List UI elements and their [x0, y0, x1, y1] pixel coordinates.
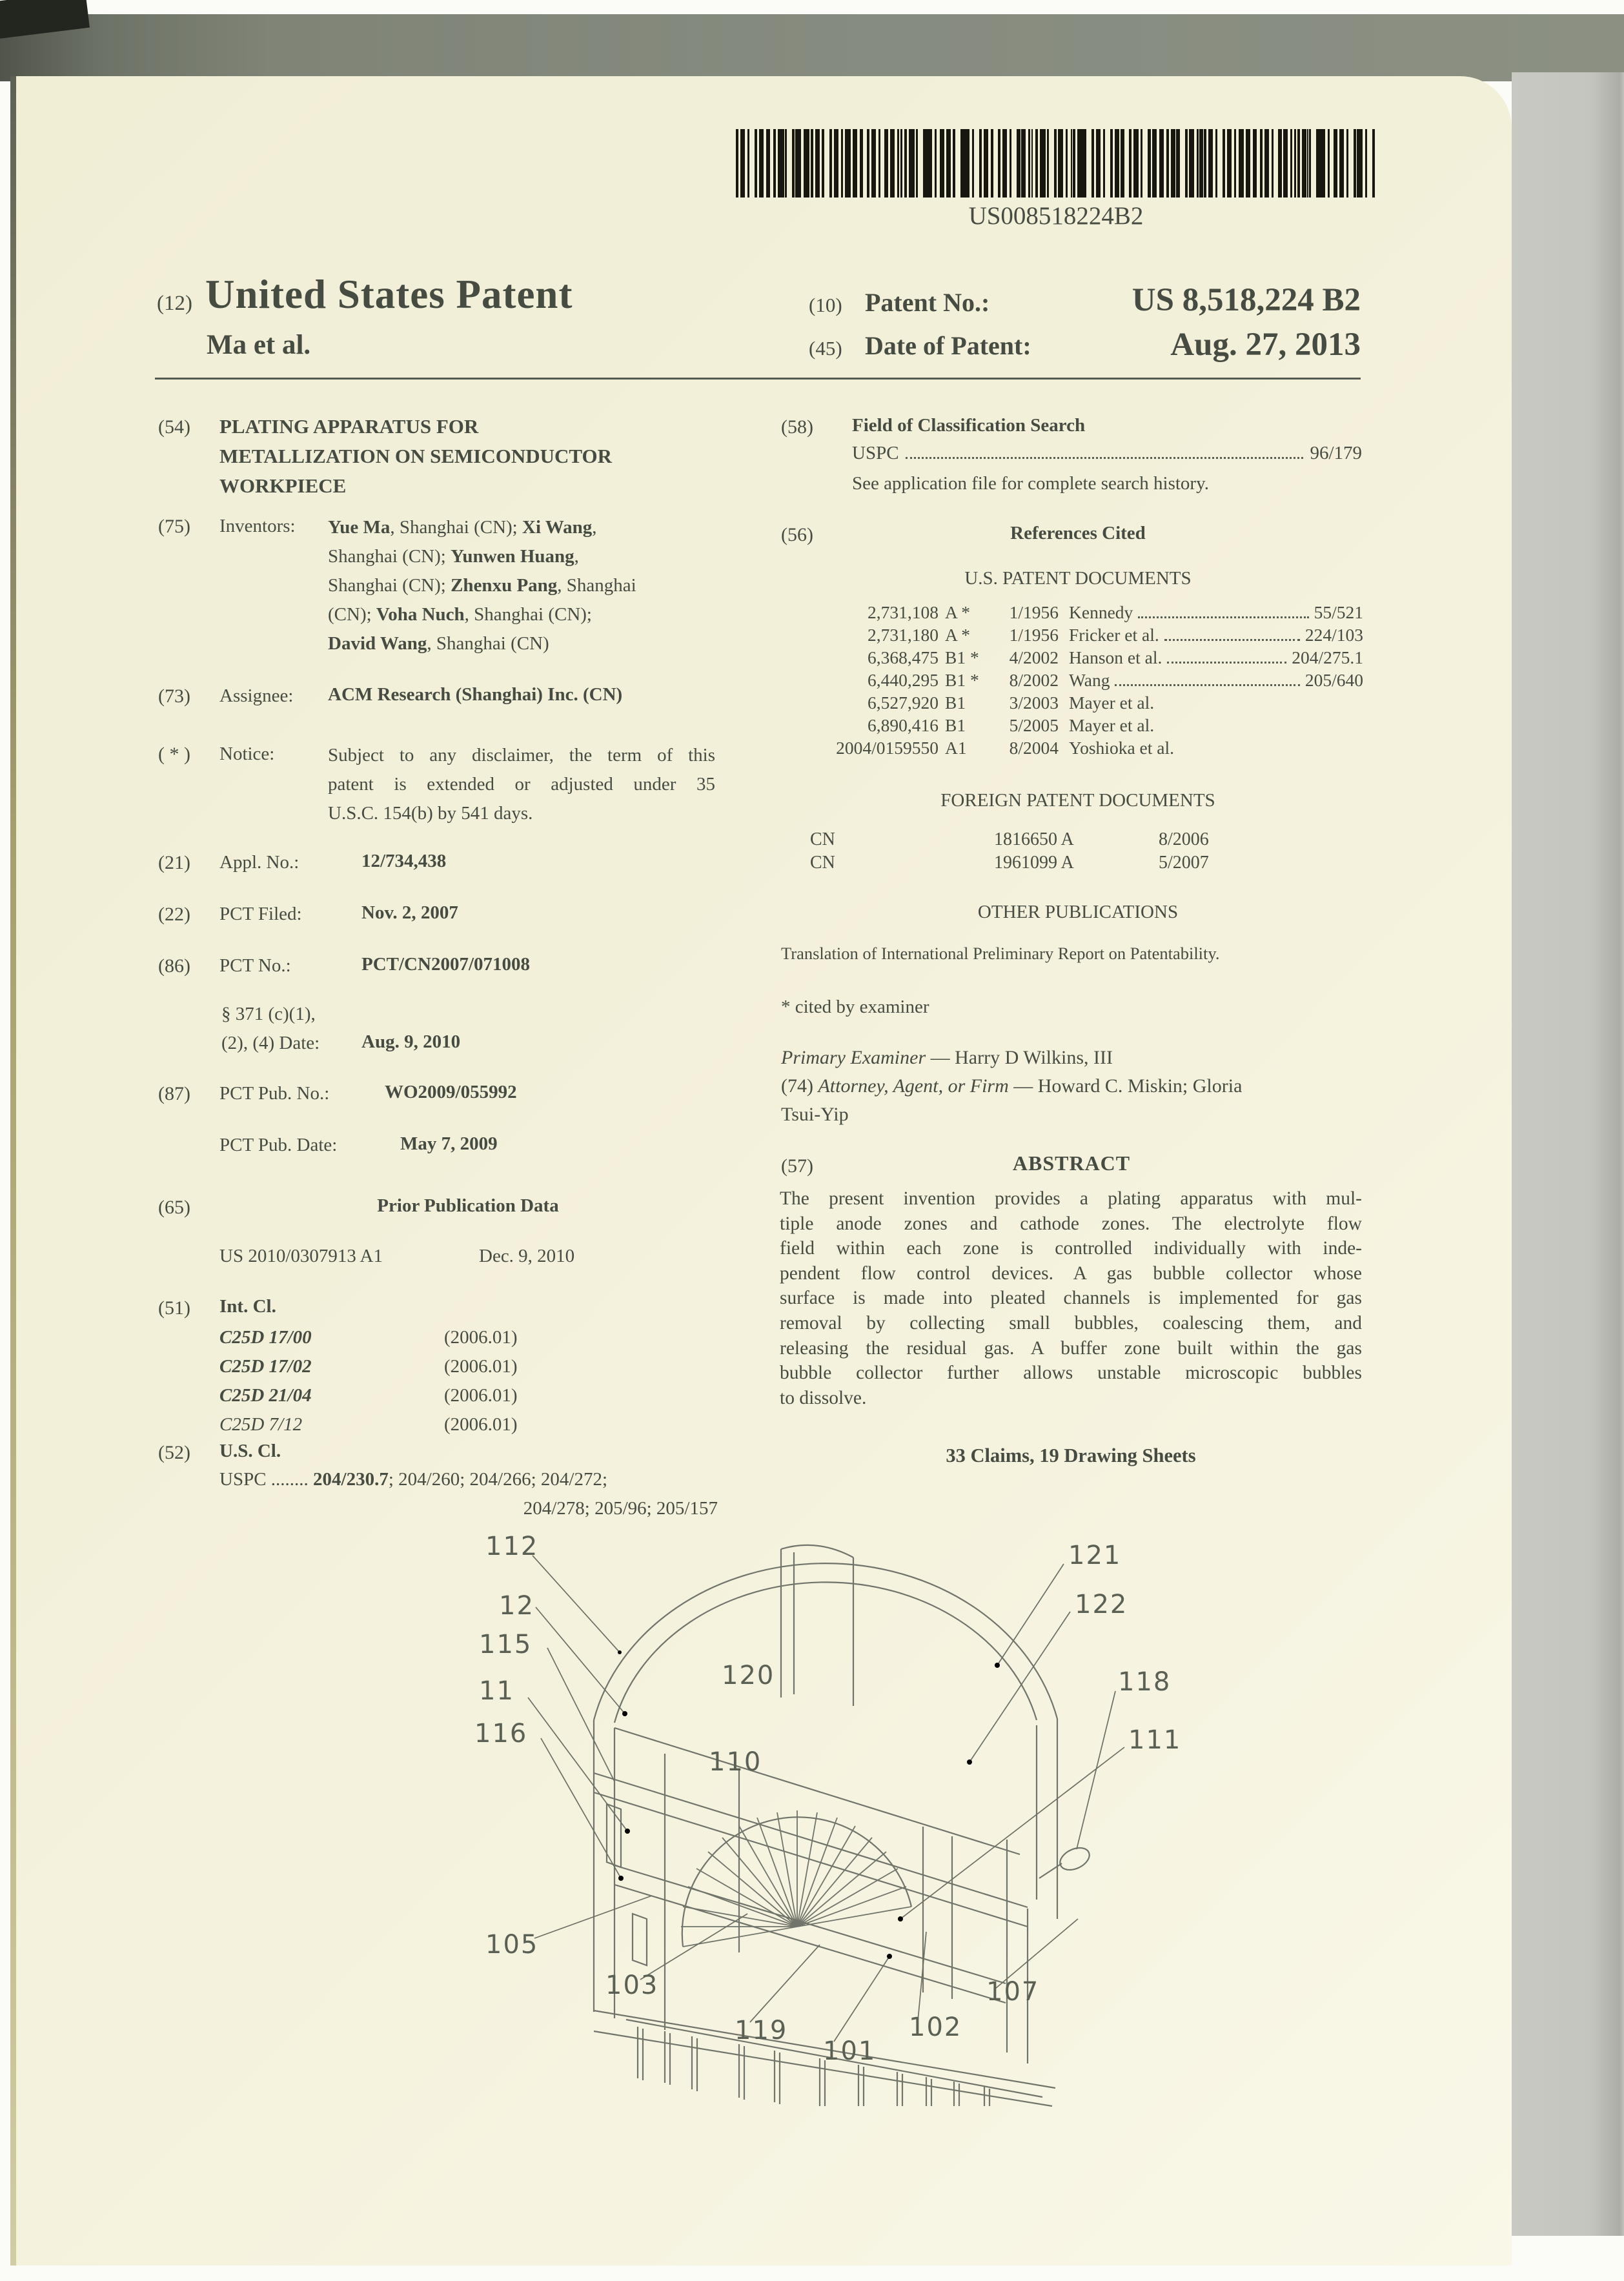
appl-no-value: 12/734,438	[361, 851, 447, 871]
fig-ref-119: 119	[735, 2016, 788, 2045]
attorney-line-2: Tsui-Yip	[781, 1104, 849, 1125]
fig-ref-103: 103	[605, 1971, 659, 2000]
inventors-label: Inventors:	[219, 516, 296, 536]
us-patent-docs-table	[821, 602, 1363, 760]
figure-line-art	[471, 1501, 1310, 2107]
us-patent-row: 2,731,180 A * 1/1956 Fricker et al. 224/103	[868, 625, 1363, 645]
pct-no-value: PCT/CN2007/071008	[361, 954, 530, 975]
field-65-number: (65)	[158, 1197, 190, 1218]
us-patent-row: 6,440,295 B1 * 8/2002 Wang 205/640	[868, 670, 1363, 690]
field-52-number: (52)	[158, 1442, 190, 1463]
dot-leader	[1138, 616, 1308, 618]
fig-ref-102: 102	[909, 2012, 962, 2042]
patent-date-value: Aug. 27, 2013	[1170, 327, 1361, 363]
us-patent-row: 6,527,920 B1 3/2003 Mayer et al.	[868, 693, 1155, 713]
fig-ref-105: 105	[485, 1930, 539, 1960]
assignee-label: Assignee:	[219, 685, 294, 706]
classification-search-heading: Field of Classification Search	[852, 415, 1086, 436]
int-cl-heading: Int. Cl.	[219, 1296, 276, 1317]
fig-ref-112: 112	[485, 1532, 539, 1561]
field-10-number: (10)	[809, 294, 842, 316]
fig-ref-110: 110	[709, 1747, 762, 1777]
field-21-number: (21)	[158, 852, 190, 873]
barcode	[736, 129, 1376, 198]
pct-filed-value: Nov. 2, 2007	[361, 902, 458, 923]
foreign-patent-row: CN 1816650 A 8/2006	[810, 829, 1209, 849]
primary-examiner-line: Primary Examiner — Harry D Wilkins, III	[781, 1047, 1113, 1068]
field-54-number: (54)	[158, 416, 190, 438]
notice-label: Notice:	[219, 744, 275, 764]
barcode-text: US008518224B2	[968, 202, 1144, 230]
fig-ref-118: 118	[1118, 1667, 1172, 1697]
invention-title: PLATING APPARATUS FOR METALLIZATION ON SEMICONDUCTOR WORKPIECE	[219, 415, 613, 497]
prior-pub-no: US 2010/0307913 A1	[219, 1246, 383, 1266]
attorney-line: (74) Attorney, Agent, or Firm — Howard C. Miskin; Gloria	[781, 1075, 1243, 1097]
us-patent-docs-heading: U.S. PATENT DOCUMENTS	[964, 568, 1192, 589]
foreign-patent-row: CN 1961099 A 5/2007	[810, 853, 1209, 873]
abstract-text: The present invention provides a plating apparatus with mul- tiple anode zones and cathode zones. The electrolyte flow field within each zone is controlled individually with inde- pendent flow control devices. A gas bubble collector whose surface is made into pleated channels is implemented for gas removal by collecting small bubbles, coalescing them, and releasing the residual gas. A buffer zone built within the gas bubble collector further allows unstable microscopic bubbles to dissolve.	[780, 1188, 1362, 1408]
field-75-number: (75)	[158, 516, 190, 537]
us-patent-row: 2004/0159550 A1 8/2004 Yoshioka et al.	[836, 738, 1174, 758]
other-publications-heading: OTHER PUBLICATIONS	[977, 902, 1179, 922]
pct-no-label: PCT No.:	[219, 955, 291, 976]
appl-no-label: Appl. No.:	[219, 852, 299, 873]
field-12-number: (12)	[157, 292, 192, 315]
field-58-number: (58)	[781, 416, 813, 438]
pct-pub-date-value: May 7, 2009	[400, 1133, 498, 1154]
fig-ref-122: 122	[1075, 1590, 1128, 1619]
int-cl-list: C25D 17/00 (2006.01) C25D 17/02 (2006.01) C25D 21/04 (2006.01) C25D 7/12 (2006.01)	[219, 1327, 518, 1435]
dot-leader	[1167, 662, 1286, 664]
dot-leader	[1115, 684, 1299, 686]
pct-pub-no-value: WO2009/055992	[385, 1082, 517, 1102]
foreign-docs-heading: FOREIGN PATENT DOCUMENTS	[940, 790, 1215, 811]
pct-pub-date-label: PCT Pub. Date:	[219, 1135, 338, 1155]
other-publications-text: Translation of International Preliminary Report on Patentability.	[781, 944, 1220, 963]
sect-371-line1: § 371 (c)(1),	[221, 1004, 316, 1024]
foreign-docs-table	[810, 829, 1352, 876]
fig-ref-120: 120	[722, 1661, 775, 1690]
us-patent-row: 6,890,416 B1 5/2005 Mayer et al.	[868, 715, 1155, 735]
field-51-number: (51)	[158, 1297, 190, 1319]
sect-371-line2: (2), (4) Date:	[221, 1033, 320, 1053]
header-divider	[155, 378, 1361, 380]
scan-right-margin	[1512, 72, 1624, 2236]
fig-ref-12: 12	[499, 1591, 534, 1621]
fig-ref-115: 115	[479, 1630, 533, 1659]
patent-no-label: Patent No.:	[865, 288, 990, 317]
field-57-number: (57)	[781, 1155, 813, 1177]
dot-leader	[906, 457, 1304, 459]
us-patent-row: 2,731,108 A * 1/1956 Kennedy 55/521	[868, 602, 1363, 622]
fig-ref-121: 121	[1068, 1541, 1122, 1570]
fig-ref-107: 107	[986, 1977, 1040, 2007]
prior-pub-date: Dec. 9, 2010	[479, 1246, 575, 1266]
field-45-number: (45)	[809, 337, 842, 360]
page-title: United States Patent	[205, 272, 573, 317]
classification-uspc-row: USPC 96/179	[852, 443, 1362, 463]
notice-text: Subject to any disclaimer, the term of this patent is extended or adjusted under 35 U.S.C. 154(b) by 541 days.	[328, 745, 715, 824]
pct-filed-label: PCT Filed:	[219, 904, 302, 924]
inventors-list: Yue Ma, Shanghai (CN); Xi Wang, Shanghai (CN); Yunwen Huang, Shanghai (CN); Zhenxu Pang, Shanghai (CN); Voha Nuch, Shanghai (CN); David Wang, Shanghai (CN)	[328, 517, 636, 654]
field-73-number: (73)	[158, 685, 190, 707]
fig-ref-101: 101	[823, 2036, 877, 2066]
references-cited-heading: References Cited	[1010, 523, 1146, 543]
us-cl-uspc-line1: USPC ........ 204/230.7; 204/260; 204/266; 204/272;	[219, 1469, 608, 1490]
us-cl-heading: U.S. Cl.	[219, 1441, 281, 1461]
field-86-number: (86)	[158, 955, 190, 977]
field-22-number: (22)	[158, 904, 190, 925]
inventor-byline: Ma et al.	[207, 330, 311, 360]
sect-371-date: Aug. 9, 2010	[361, 1031, 461, 1052]
patent-date-label: Date of Patent:	[865, 331, 1031, 360]
prior-pub-heading: Prior Publication Data	[377, 1195, 559, 1216]
us-cl-uspc-line2: 204/278; 205/96; 205/157	[523, 1498, 718, 1519]
cited-by-examiner-note: * cited by examiner	[781, 997, 929, 1017]
classification-note: See application file for complete search history.	[852, 473, 1209, 494]
pct-pub-no-label: PCT Pub. No.:	[219, 1083, 330, 1104]
notice-asterisk: ( * )	[158, 744, 190, 765]
patent-no-value: US 8,518,224 B2	[1132, 282, 1361, 318]
fig-ref-11: 11	[479, 1676, 514, 1706]
assignee-value: ACM Research (Shanghai) Inc. (CN)	[328, 684, 623, 705]
us-patent-row: 6,368,475 B1 * 4/2002 Hanson et al. 204/275.1	[868, 647, 1363, 667]
claims-sheets-line: 33 Claims, 19 Drawing Sheets	[946, 1445, 1196, 1466]
scanner-top-band	[0, 14, 1624, 81]
patent-figure	[471, 1501, 1310, 2107]
fig-ref-116: 116	[474, 1719, 528, 1749]
dot-leader	[1164, 639, 1300, 641]
abstract-heading: ABSTRACT	[1012, 1151, 1131, 1175]
page-spine-edge	[10, 76, 16, 2266]
field-87-number: (87)	[158, 1083, 190, 1104]
field-56-number: (56)	[781, 524, 813, 545]
fig-ref-111: 111	[1128, 1725, 1182, 1755]
